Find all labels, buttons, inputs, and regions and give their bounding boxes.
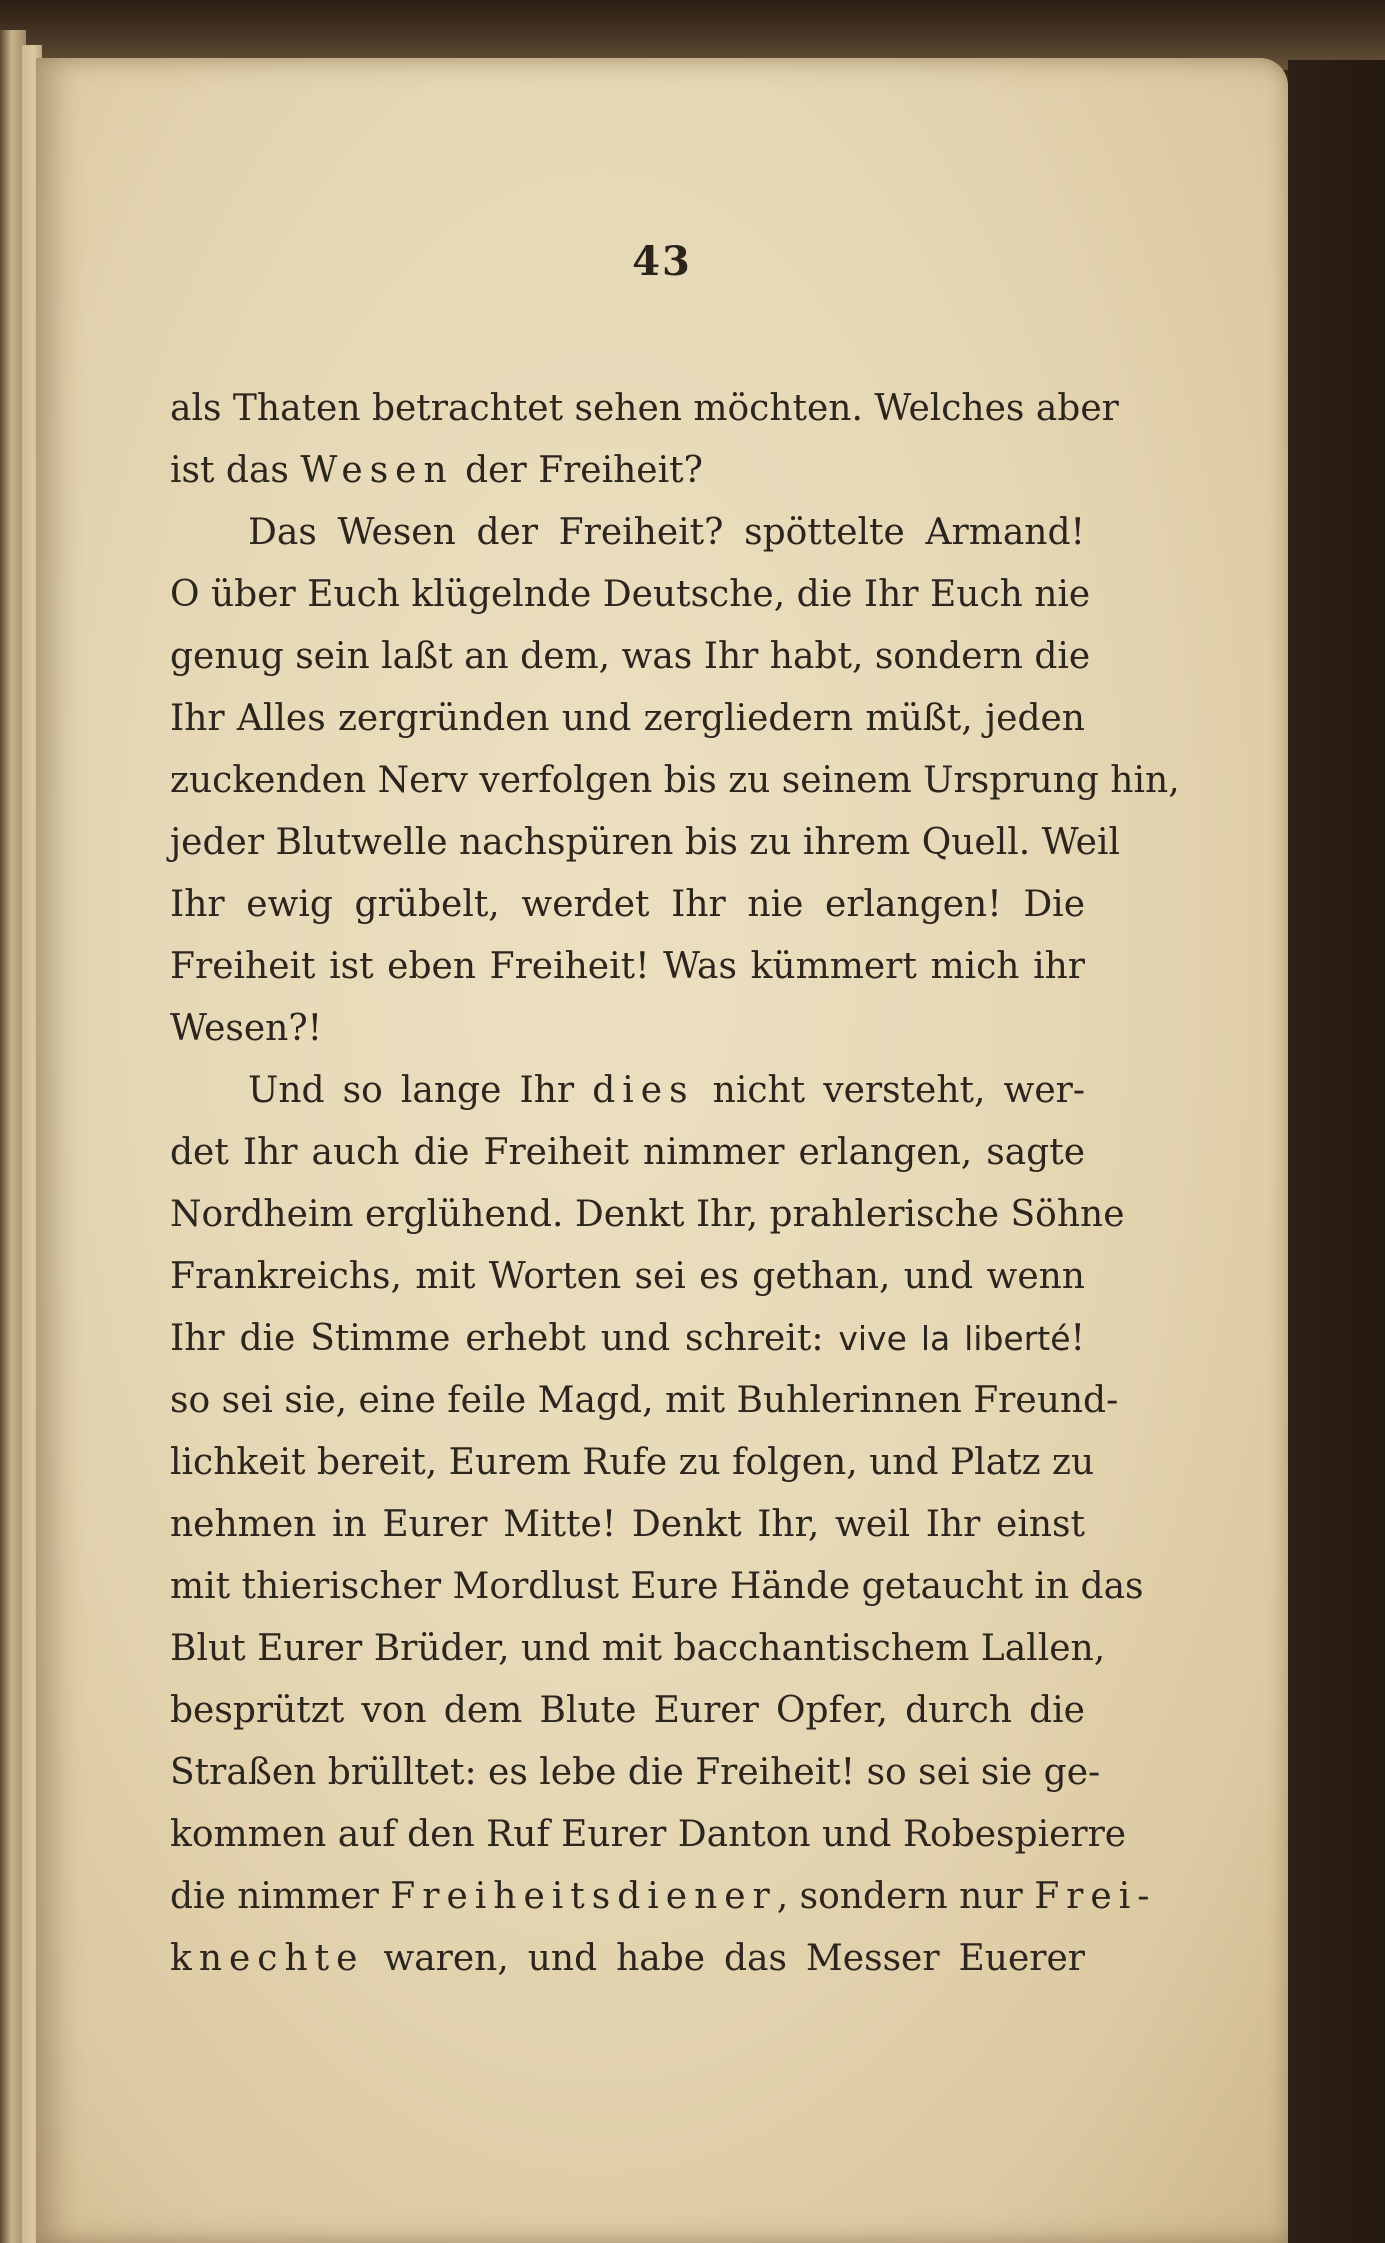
text-line: so sei sie, eine feile Magd, mit Buhlerinnen Freund- <box>170 1380 1119 1421</box>
emphasis-spaced: Wesen <box>300 450 454 491</box>
text-line: Ihr Alles zergründen und zergliedern müßt, jeden <box>170 698 1085 739</box>
emphasis-spaced: Frei- <box>1034 1876 1157 1917</box>
text-line <box>170 1866 1157 1928</box>
text-line: kommen auf den Ruf Eurer Danton und Robespierre <box>170 1814 1127 1855</box>
text-line: als Thaten betrachtet sehen möchten. Welches aber <box>170 388 1119 429</box>
text-line: Frankreichs, mit Worten sei es gethan, und wenn <box>170 1256 1085 1297</box>
french-phrase: vive la liberté <box>838 1319 1071 1358</box>
text-line: lichkeit bereit, Eurem Rufe zu folgen, und Platz zu <box>170 1442 1095 1483</box>
text-run: der Freiheit? <box>453 450 703 491</box>
text-line <box>170 440 1085 502</box>
text-line <box>170 1060 1085 1122</box>
emphasis-spaced: Freiheitsdiener <box>390 1876 777 1917</box>
emphasis-spaced: knechte <box>170 1938 365 1979</box>
text-line: jeder Blutwelle nachspüren bis zu ihrem Quell. Weil <box>170 822 1121 863</box>
background-shadow <box>1288 60 1385 2243</box>
text-line: genug sein laßt an dem, was Ihr habt, sondern die <box>170 636 1091 677</box>
text-line: det Ihr auch die Freiheit nimmer erlangen, sagte <box>170 1132 1085 1173</box>
text-line: Wesen?! <box>170 1008 323 1049</box>
text-run: Und so lange Ihr <box>248 1070 593 1111</box>
text-line: mit thierischer Mordlust Eure Hände getaucht in das <box>170 1566 1144 1607</box>
book-page <box>36 58 1288 2243</box>
text-run: ! <box>1070 1318 1085 1359</box>
text-line: besprützt von dem Blute Eurer Opfer, durch die <box>170 1690 1085 1731</box>
page-number: 43 <box>632 238 692 285</box>
text-line <box>170 1928 1085 1990</box>
text-line: Straßen brülltet: es lebe die Freiheit! so sei sie ge- <box>170 1752 1101 1793</box>
text-line: nehmen in Eurer Mitte! Denkt Ihr, weil Ihr einst <box>170 1504 1085 1545</box>
text-run: waren, und habe das Messer Euerer <box>364 1938 1085 1979</box>
text-line <box>170 1308 1085 1370</box>
text-line: Nordheim erglühend. Denkt Ihr, prahlerische Söhne <box>170 1194 1125 1235</box>
text-run: die nimmer <box>170 1876 391 1917</box>
text-line: zuckenden Nerv verfolgen bis zu seinem Ursprung hin, <box>170 760 1180 801</box>
body-text <box>170 378 1180 1990</box>
text-line: Freiheit ist eben Freiheit! Was kümmert mich ihr <box>170 946 1085 987</box>
text-line: Ihr ewig grübelt, werdet Ihr nie erlangen! Die <box>170 884 1085 925</box>
text-line: Blut Eurer Brüder, und mit bacchantischem Lallen, <box>170 1628 1106 1669</box>
emphasis-spaced: dies <box>592 1070 695 1111</box>
text-line: O über Euch klügelnde Deutsche, die Ihr Euch nie <box>170 574 1091 615</box>
text-run: ist das <box>170 450 301 491</box>
text-line: Das Wesen der Freiheit? spöttelte Armand! <box>248 512 1085 553</box>
text-run: Ihr die Stimme erhebt und schreit: <box>170 1318 839 1359</box>
text-run: , sondern nur <box>776 1876 1035 1917</box>
text-run: nicht versteht, wer- <box>694 1070 1086 1111</box>
